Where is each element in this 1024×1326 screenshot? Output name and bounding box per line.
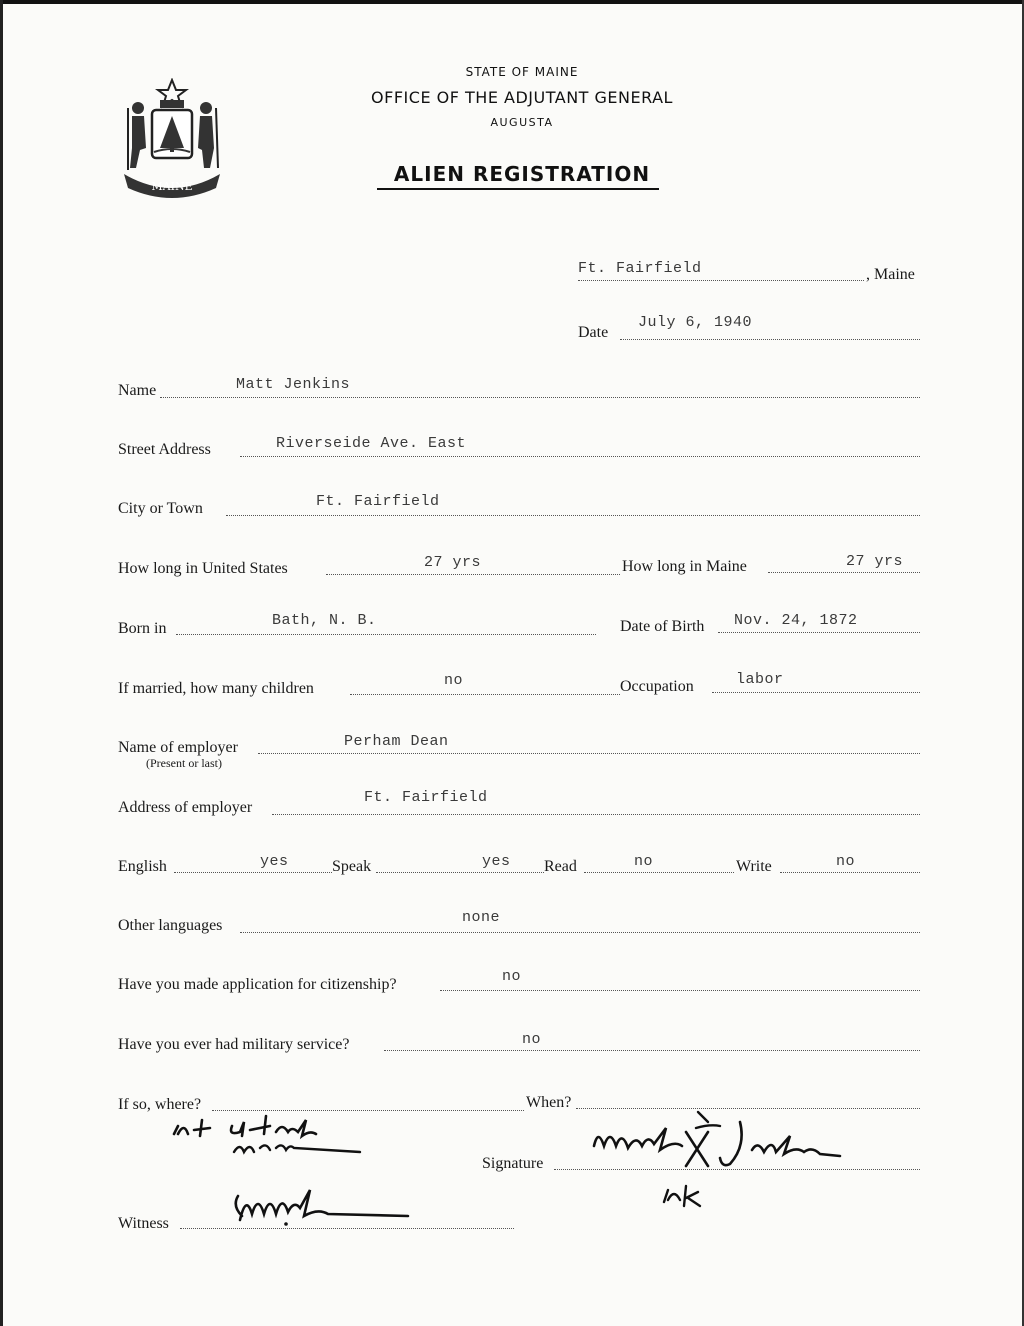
citizenship-line (440, 990, 920, 991)
header-state: STATE OF MAINE (465, 65, 579, 79)
write-value: no (836, 853, 856, 870)
title-underline (377, 188, 659, 190)
employer-address-value: Ft. Fairfield (364, 789, 488, 806)
street-line (240, 456, 920, 457)
born-in-value: Bath, N. B. (272, 612, 377, 629)
street-value: Riverseide Ave. East (276, 435, 467, 452)
read-label: Read (544, 858, 577, 875)
write-label: Write (736, 858, 772, 875)
signature-label: Signature (482, 1155, 544, 1172)
write-line (780, 872, 920, 873)
header-city: AUGUSTA (490, 116, 554, 129)
employer-label: Name of employer (118, 739, 238, 756)
born-in-label: Born in (118, 620, 167, 637)
speak-line (376, 872, 544, 873)
occupation-value: labor (736, 671, 784, 688)
dob-label: Date of Birth (620, 618, 705, 635)
speak-value: yes (482, 853, 511, 870)
when-label: When? (526, 1094, 572, 1111)
military-line (384, 1050, 920, 1051)
witness-signature-handwriting (228, 1186, 418, 1230)
scan-border-top (0, 0, 1024, 4)
location-value: Ft. Fairfield (578, 260, 702, 277)
signature-handwriting (590, 1106, 850, 1216)
witness-label: Witness (118, 1215, 169, 1232)
name-label: Name (118, 382, 157, 399)
city-value: Ft. Fairfield (316, 493, 440, 510)
english-line (174, 872, 332, 873)
us-duration-value: 27 yrs (424, 554, 482, 571)
read-line (584, 872, 734, 873)
us-duration-label: How long in United States (118, 560, 288, 577)
city-label: City or Town (118, 500, 203, 517)
children-label: If married, how many children (118, 680, 314, 697)
handwritten-mark-note (170, 1112, 400, 1162)
employer-sublabel: (Present or last) (146, 756, 222, 770)
english-value: yes (260, 853, 289, 870)
city-line (226, 515, 920, 516)
header-office: OFFICE OF THE ADJUTANT GENERAL (371, 88, 673, 107)
dob-line (718, 632, 920, 633)
svg-text:MAINE: MAINE (151, 180, 193, 193)
children-value: no (444, 672, 464, 689)
read-value: no (634, 853, 654, 870)
maine-duration-value: 27 yrs (846, 553, 904, 570)
street-label: Street Address (118, 441, 211, 458)
form-title: ALIEN REGISTRATION (393, 162, 651, 186)
name-line (160, 397, 920, 398)
other-languages-line (240, 932, 920, 933)
date-label: Date (578, 324, 609, 341)
speak-label: Speak (332, 858, 372, 875)
scan-border-left (0, 0, 3, 1326)
other-languages-label: Other languages (118, 917, 223, 934)
date-value: July 6, 1940 (638, 314, 753, 331)
military-label: Have you ever had military service? (118, 1036, 350, 1053)
date-line (620, 339, 920, 340)
citizenship-value: no (502, 968, 522, 985)
occupation-label: Occupation (620, 678, 694, 695)
us-duration-line (326, 574, 620, 575)
maine-duration-label: How long in Maine (622, 558, 747, 575)
children-line (350, 694, 620, 695)
employer-address-label: Address of employer (118, 799, 253, 816)
maine-duration-line (768, 572, 920, 573)
name-value: Matt Jenkins (236, 376, 351, 393)
employer-line (258, 753, 920, 754)
english-label: English (118, 858, 167, 875)
military-value: no (522, 1031, 542, 1048)
dob-value: Nov. 24, 1872 (734, 612, 858, 629)
employer-value: Perham Dean (344, 733, 449, 750)
location-line (578, 280, 864, 281)
where-label: If so, where? (118, 1096, 202, 1113)
location-suffix: , Maine (866, 266, 915, 283)
citizenship-label: Have you made application for citizenship? (118, 976, 397, 993)
employer-address-line (272, 814, 920, 815)
born-in-line (176, 634, 596, 635)
occupation-line (712, 692, 920, 693)
where-line (212, 1110, 524, 1111)
other-languages-value: none (462, 909, 501, 926)
